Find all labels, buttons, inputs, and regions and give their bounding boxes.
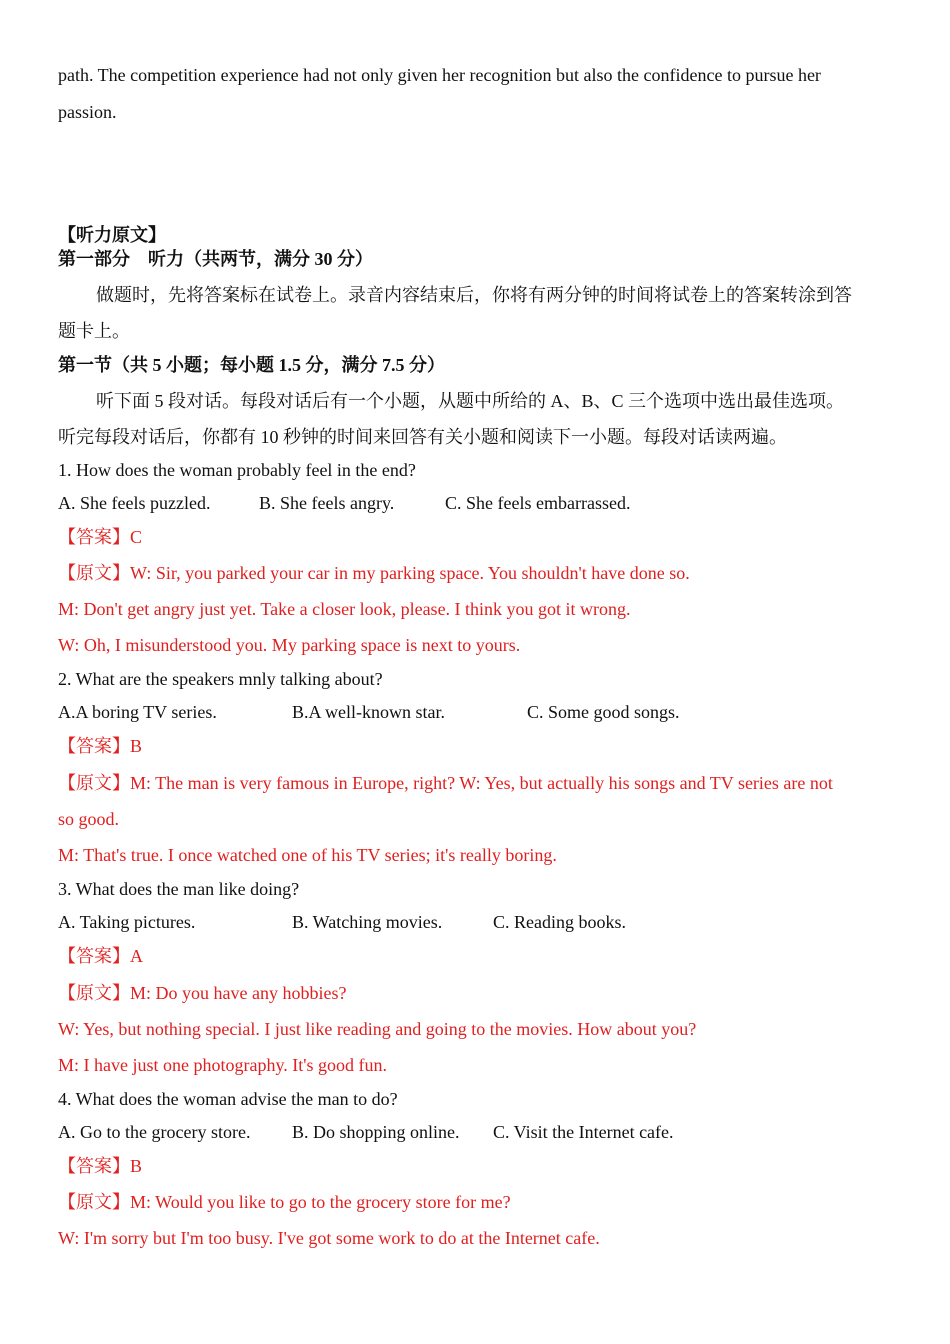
question-1: 1. How does the woman probably feel in the end? bbox=[58, 460, 416, 480]
intro-line-1: path. The competition experience had not only given her recognition but also the confidence to pursue her bbox=[58, 65, 821, 85]
option-c: C. Some good songs. bbox=[527, 702, 680, 722]
question-3: 3. What does the man like doing? bbox=[58, 879, 300, 899]
part-instruction-2: 题卡上。 bbox=[58, 321, 130, 341]
transcript-1-line-1: 【原文】W: Sir, you parked your car in my parking space. You shouldn't have done so. bbox=[58, 563, 690, 583]
option-c: C. She feels embarrassed. bbox=[445, 493, 631, 513]
answer-3: 【答案】A bbox=[58, 946, 143, 966]
transcript-2-line-2: so good. bbox=[58, 809, 120, 829]
option-a: A. Taking pictures. bbox=[58, 912, 196, 932]
intro-line-2: passion. bbox=[58, 102, 117, 122]
option-b: B. Watching movies. bbox=[292, 912, 443, 932]
option-a: A. She feels puzzled. bbox=[58, 493, 211, 513]
answer-2: 【答案】B bbox=[58, 736, 143, 756]
option-a: A. Go to the grocery store. bbox=[58, 1122, 251, 1142]
option-c: C. Reading books. bbox=[493, 912, 626, 932]
option-a: A.A boring TV series. bbox=[58, 702, 217, 722]
transcript-4-line-1: 【原文】M: Would you like to go to the grocery store for me? bbox=[58, 1192, 511, 1212]
section-heading: 【听力原文】 bbox=[58, 225, 166, 245]
answer-1: 【答案】C bbox=[58, 527, 143, 547]
transcript-3-line-2: W: Yes, but nothing special. I just like reading and going to the movies. How about you? bbox=[58, 1019, 697, 1039]
transcript-1-line-3: W: Oh, I misunderstood you. My parking space is next to yours. bbox=[58, 635, 521, 655]
question-2: 2. What are the speakers mnly talking about? bbox=[58, 669, 383, 689]
sub-instruction-1: 听下面 5 段对话。每段对话后有一个小题，从题中所给的 A、B、C 三个选项中选出最佳选项。 bbox=[96, 391, 845, 411]
sub-title: 第一节（共 5 小题；每小题 1.5 分，满分 7.5 分） bbox=[58, 355, 445, 375]
transcript-4-line-2: W: I'm sorry but I'm too busy. I've got some work to do at the Internet cafe. bbox=[58, 1228, 600, 1248]
transcript-3-line-3: M: I have just one photography. It's good fun. bbox=[58, 1055, 388, 1075]
transcript-1-line-2: M: Don't get angry just yet. Take a closer look, please. I think you got it wrong. bbox=[58, 599, 631, 619]
answer-4: 【答案】B bbox=[58, 1156, 143, 1176]
transcript-2-line-3: M: That's true. I once watched one of his TV series; it's really boring. bbox=[58, 845, 557, 865]
part-title: 第一部分 听力（共两节，满分 30 分） bbox=[58, 249, 373, 269]
option-b: B.A well-known star. bbox=[292, 702, 445, 722]
question-4: 4. What does the woman advise the man to do? bbox=[58, 1089, 398, 1109]
option-c: C. Visit the Internet cafe. bbox=[493, 1122, 674, 1142]
option-b: B. Do shopping online. bbox=[292, 1122, 460, 1142]
sub-instruction-2: 听完每段对话后，你都有 10 秒钟的时间来回答有关小题和阅读下一小题。每段对话读两遍。 bbox=[58, 427, 787, 447]
option-b: B. She feels angry. bbox=[259, 493, 395, 513]
part-instruction-1: 做题时，先将答案标在试卷上。录音内容结束后，你将有两分钟的时间将试卷上的答案转涂到答 bbox=[96, 285, 852, 305]
transcript-3-line-1: 【原文】M: Do you have any hobbies? bbox=[58, 983, 347, 1003]
transcript-2-line-1: 【原文】M: The man is very famous in Europe, right? W: Yes, but actually his songs and TV series are not bbox=[58, 773, 833, 793]
